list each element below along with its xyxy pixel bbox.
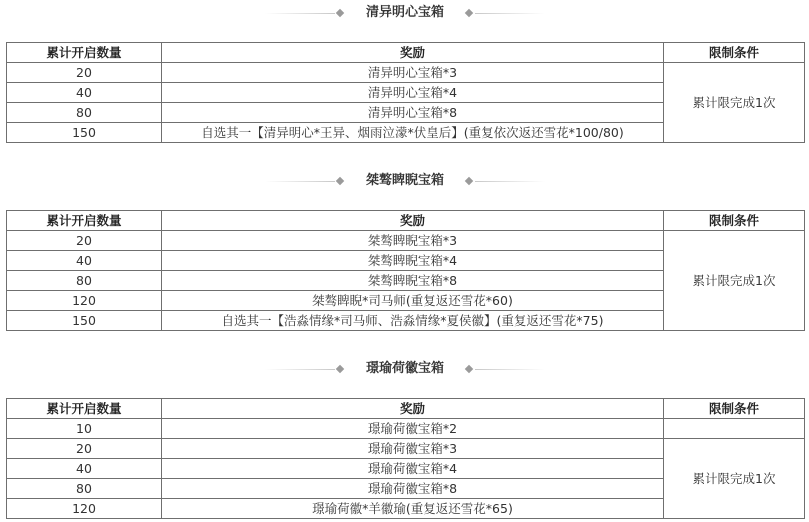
table-row — [7, 419, 805, 439]
condition-cell-empty — [664, 419, 805, 439]
section-heading — [0, 359, 809, 379]
column-header-reward: 奖励 — [162, 211, 664, 231]
reward-cell: 桀骜睥睨宝箱*8 — [162, 271, 664, 291]
section-title: 璟瑜荷徽宝箱 — [365, 361, 444, 376]
condition-cell: 累计限完成1次 — [664, 231, 805, 331]
column-header-reward: 奖励 — [162, 43, 664, 63]
column-header-count: 累计开启数量 — [7, 399, 162, 419]
reward-cell: 自选其一【清异明心*王异、烟雨泣濛*伏皇后】(重复依次返还雪花*100/80) — [162, 123, 664, 143]
diamond-ornament-icon — [336, 365, 344, 373]
reward-cell: 桀骜睥睨宝箱*4 — [162, 251, 664, 271]
reward-table — [6, 42, 805, 143]
count-cell: 40 — [7, 459, 162, 479]
reward-cell: 璟瑜荷徽宝箱*8 — [162, 479, 664, 499]
section-heading — [0, 3, 809, 23]
reward-cell: 璟瑜荷徽*羊徽瑜(重复返还雪花*65) — [162, 499, 664, 519]
section-heading — [0, 171, 809, 191]
count-cell: 20 — [7, 231, 162, 251]
reward-cell: 桀骜睥睨*司马师(重复返还雪花*60) — [162, 291, 664, 311]
count-cell: 20 — [7, 439, 162, 459]
count-cell: 80 — [7, 479, 162, 499]
count-cell: 40 — [7, 83, 162, 103]
table-row — [7, 231, 805, 251]
column-header-reward: 奖励 — [162, 399, 664, 419]
reward-cell: 清异明心宝箱*3 — [162, 63, 664, 83]
count-cell: 150 — [7, 123, 162, 143]
reward-cell: 清异明心宝箱*4 — [162, 83, 664, 103]
table-header-row — [7, 399, 805, 419]
count-cell: 80 — [7, 271, 162, 291]
column-header-condition: 限制条件 — [664, 399, 805, 419]
divider-line — [475, 181, 545, 182]
count-cell: 120 — [7, 499, 162, 519]
column-header-condition: 限制条件 — [664, 211, 805, 231]
diamond-ornament-icon — [465, 365, 473, 373]
count-cell: 20 — [7, 63, 162, 83]
table-header-row — [7, 43, 805, 63]
count-cell: 10 — [7, 419, 162, 439]
reward-cell: 璟瑜荷徽宝箱*3 — [162, 439, 664, 459]
column-header-condition: 限制条件 — [664, 43, 805, 63]
section-title: 桀骜睥睨宝箱 — [365, 173, 444, 188]
diamond-ornament-icon — [336, 9, 344, 17]
condition-cell: 累计限完成1次 — [664, 63, 805, 143]
divider-line — [265, 369, 335, 370]
reward-cell: 自选其一【浩淼情缘*司马师、浩淼情缘*夏侯徽】(重复返还雪花*75) — [162, 311, 664, 331]
table-row — [7, 63, 805, 83]
reward-cell: 清异明心宝箱*8 — [162, 103, 664, 123]
section-title: 清异明心宝箱 — [365, 5, 444, 20]
diamond-ornament-icon — [336, 177, 344, 185]
condition-cell: 累计限完成1次 — [664, 439, 805, 519]
diamond-ornament-icon — [465, 177, 473, 185]
reward-cell: 桀骜睥睨宝箱*3 — [162, 231, 664, 251]
divider-line — [265, 181, 335, 182]
count-cell: 40 — [7, 251, 162, 271]
count-cell: 80 — [7, 103, 162, 123]
reward-table — [6, 398, 805, 519]
divider-line — [265, 13, 335, 14]
divider-line — [475, 369, 545, 370]
reward-cell: 璟瑜荷徽宝箱*4 — [162, 459, 664, 479]
divider-line — [475, 13, 545, 14]
reward-cell: 璟瑜荷徽宝箱*2 — [162, 419, 664, 439]
diamond-ornament-icon — [465, 9, 473, 17]
count-cell: 150 — [7, 311, 162, 331]
count-cell: 120 — [7, 291, 162, 311]
table-header-row — [7, 211, 805, 231]
table-row — [7, 439, 805, 459]
column-header-count: 累计开启数量 — [7, 211, 162, 231]
reward-table — [6, 210, 805, 331]
column-header-count: 累计开启数量 — [7, 43, 162, 63]
